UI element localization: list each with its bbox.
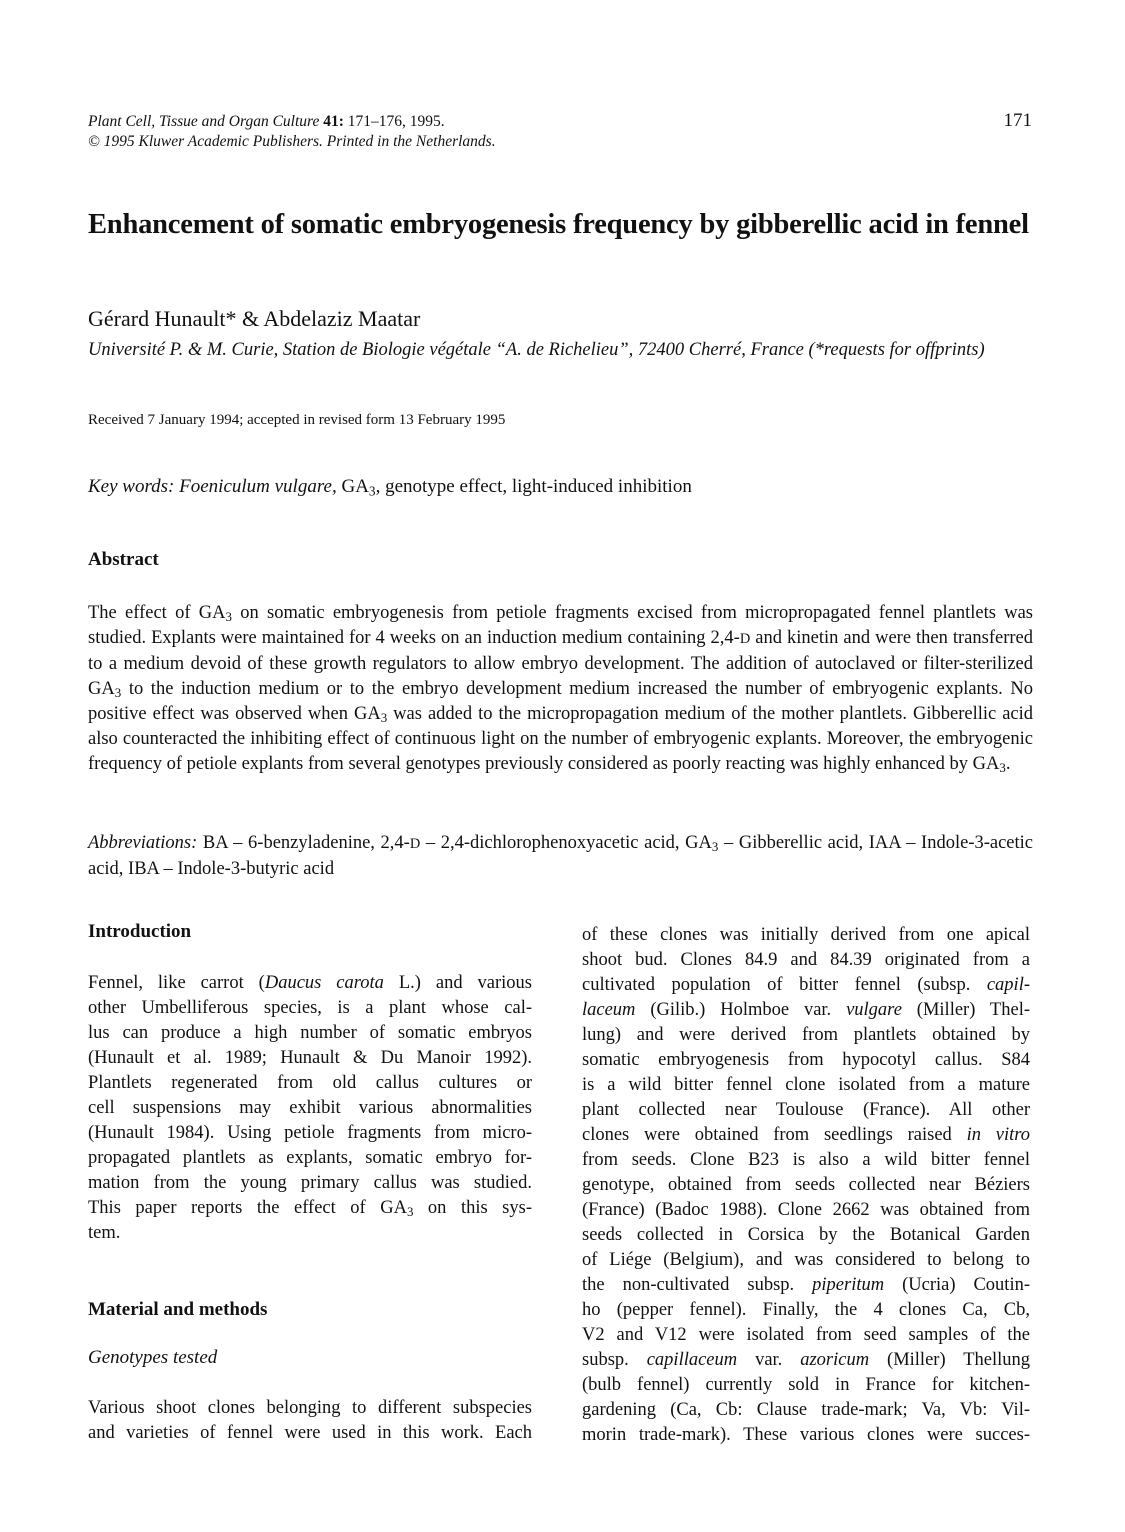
right-column-text — [582, 923, 1030, 1448]
abbreviations: Abbreviations: BA – 6-benzyladenine, 2,4-D – 2,4-dichlorophenoxyacetic acid, $GA_3$ – Gibberellic acid, IAA – Indole-3-acetic acid, IBA – Indole-3-butyric acid — [88, 833, 1034, 879]
text-line: mation from the young primary callus was studied. — [88, 1173, 532, 1193]
journal-citation: Plant Cell, Tissue and Organ Culture 41: 171–176, 1995. — [88, 113, 445, 130]
text-line: somatic embryogenesis from hypocotyl callus. S84 — [582, 1050, 1030, 1070]
text-line: (France) (Badoc 1988). Clone 2662 was obtained from — [582, 1200, 1030, 1220]
text-line: the non-cultivated subsp. piperitum (Ucria) Coutin- — [582, 1275, 1030, 1295]
article-title: Enhancement of somatic embryogenesis frequency by gibberellic acid in fennel — [88, 209, 1029, 240]
received-dates: Received 7 January 1994; accepted in revised form 13 February 1995 — [88, 412, 506, 428]
introduction-heading: Introduction — [88, 921, 192, 942]
text-line: of Liége (Belgium), and was considered to belong to — [582, 1250, 1030, 1270]
text-line: Various shoot clones belonging to different subspecies — [88, 1398, 532, 1418]
authors: Gérard Hunault* & Abdelaziz Maatar — [88, 306, 421, 331]
text-line: shoot bud. Clones 84.9 and 84.39 originated from a — [582, 950, 1030, 970]
methods-heading: Material and methods — [88, 1299, 268, 1320]
text-line: seeds collected in Corsica by the Botanical Garden — [582, 1225, 1030, 1245]
copyright-line: © 1995 Kluwer Academic Publishers. Printed in the Netherlands. — [88, 133, 496, 150]
introduction-text — [88, 971, 532, 1246]
text-line: ho (pepper fennel). Finally, the 4 clones Ca, Cb, — [582, 1300, 1030, 1320]
text-line: morin trade-mark). These various clones were succes- — [582, 1425, 1030, 1445]
text-line: (bulb fennel) currently sold in France for kitchen- — [582, 1375, 1030, 1395]
text-line: cell suspensions may exhibit various abnormalities — [88, 1098, 532, 1118]
text-line: of these clones was initially derived from one apical — [582, 925, 1030, 945]
text-line: is a wild bitter fennel clone isolated from a mature — [582, 1075, 1030, 1095]
text-line: (Hunault et al. 1989; Hunault & Du Manoir 1992). — [88, 1048, 532, 1068]
text-line: tem. — [88, 1223, 121, 1243]
journal-header — [88, 112, 496, 152]
text-line: clones were obtained from seedlings raised in vitro — [582, 1125, 1030, 1145]
page-number: 171 — [1003, 110, 1032, 131]
abstract-text: The effect of $GA_3$ on somatic embryogenesis from petiole fragments excised from micropropagated fennel plantlets was studied. Explants were maintained for 4 weeks on an induction medium containing 2,4-D and kinetin and were then transferred to a medium devoid of these growth regulators to allow embryo development. The addition of autoclaved or filter-sterilized $GA_3$ to the induction medium or to the embryo development medium increased the number of embryogenic explants. No positive effect was observed when $GA_3$ was added to the micropropagation medium of the mother plantlets. Gibberellic acid also counteracted the inhibiting effect of continuous light on the number of embryogenic explants. Moreover, the embryogenic frequency of petiole explants from several genotypes previously considered as poorly reacting was highly enhanced by $GA_3$. — [88, 603, 1034, 776]
text-line: V2 and V12 were isolated from seed samples of the — [582, 1325, 1030, 1345]
text-line: This paper reports the effect of $GA_3$ on this sys- — [88, 1198, 532, 1220]
text-line: plant collected near Toulouse (France). All other — [582, 1100, 1030, 1120]
text-line: other Umbelliferous species, is a plant whose cal- — [88, 998, 532, 1018]
text-line: cultivated population of bitter fennel (subsp. capil- — [582, 975, 1030, 995]
text-line: propagated plantlets as explants, somatic embryo for- — [88, 1148, 532, 1168]
genotypes-subheading: Genotypes tested — [88, 1347, 218, 1368]
text-line: (Hunault 1984). Using petiole fragments from micro- — [88, 1123, 532, 1143]
text-line: laceum (Gilib.) Holmboe var. vulgare (Miller) Thel- — [582, 1000, 1030, 1020]
text-line: Fennel, like carrot (Daucus carota L.) and various — [88, 973, 532, 993]
text-line: and varieties of fennel were used in this work. Each — [88, 1423, 532, 1443]
text-line: from seeds. Clone B23 is also a wild bitter fennel — [582, 1150, 1030, 1170]
text-line: lung) and were derived from plantlets obtained by — [582, 1025, 1030, 1045]
text-line: Plantlets regenerated from old callus cultures or — [88, 1073, 532, 1093]
methods-text — [88, 1396, 532, 1446]
text-line: gardening (Ca, Cb: Clause trade-mark; Va, Vb: Vil- — [582, 1400, 1030, 1420]
abstract-heading: Abstract — [88, 549, 159, 570]
text-line: lus can produce a high number of somatic embryos — [88, 1023, 532, 1043]
affiliation: Université P. & M. Curie, Station de Biologie végétale “A. de Richelieu”, 72400 Cherré, France (*requests for offprints) — [88, 340, 985, 360]
text-line: genotype, obtained from seeds collected near Béziers — [582, 1175, 1030, 1195]
text-line: subsp. capillaceum var. azoricum (Miller) Thellung — [582, 1350, 1030, 1370]
keywords: Key words: Foeniculum vulgare, $GA_3$, genotype effect, light-induced inhibition — [88, 476, 692, 499]
